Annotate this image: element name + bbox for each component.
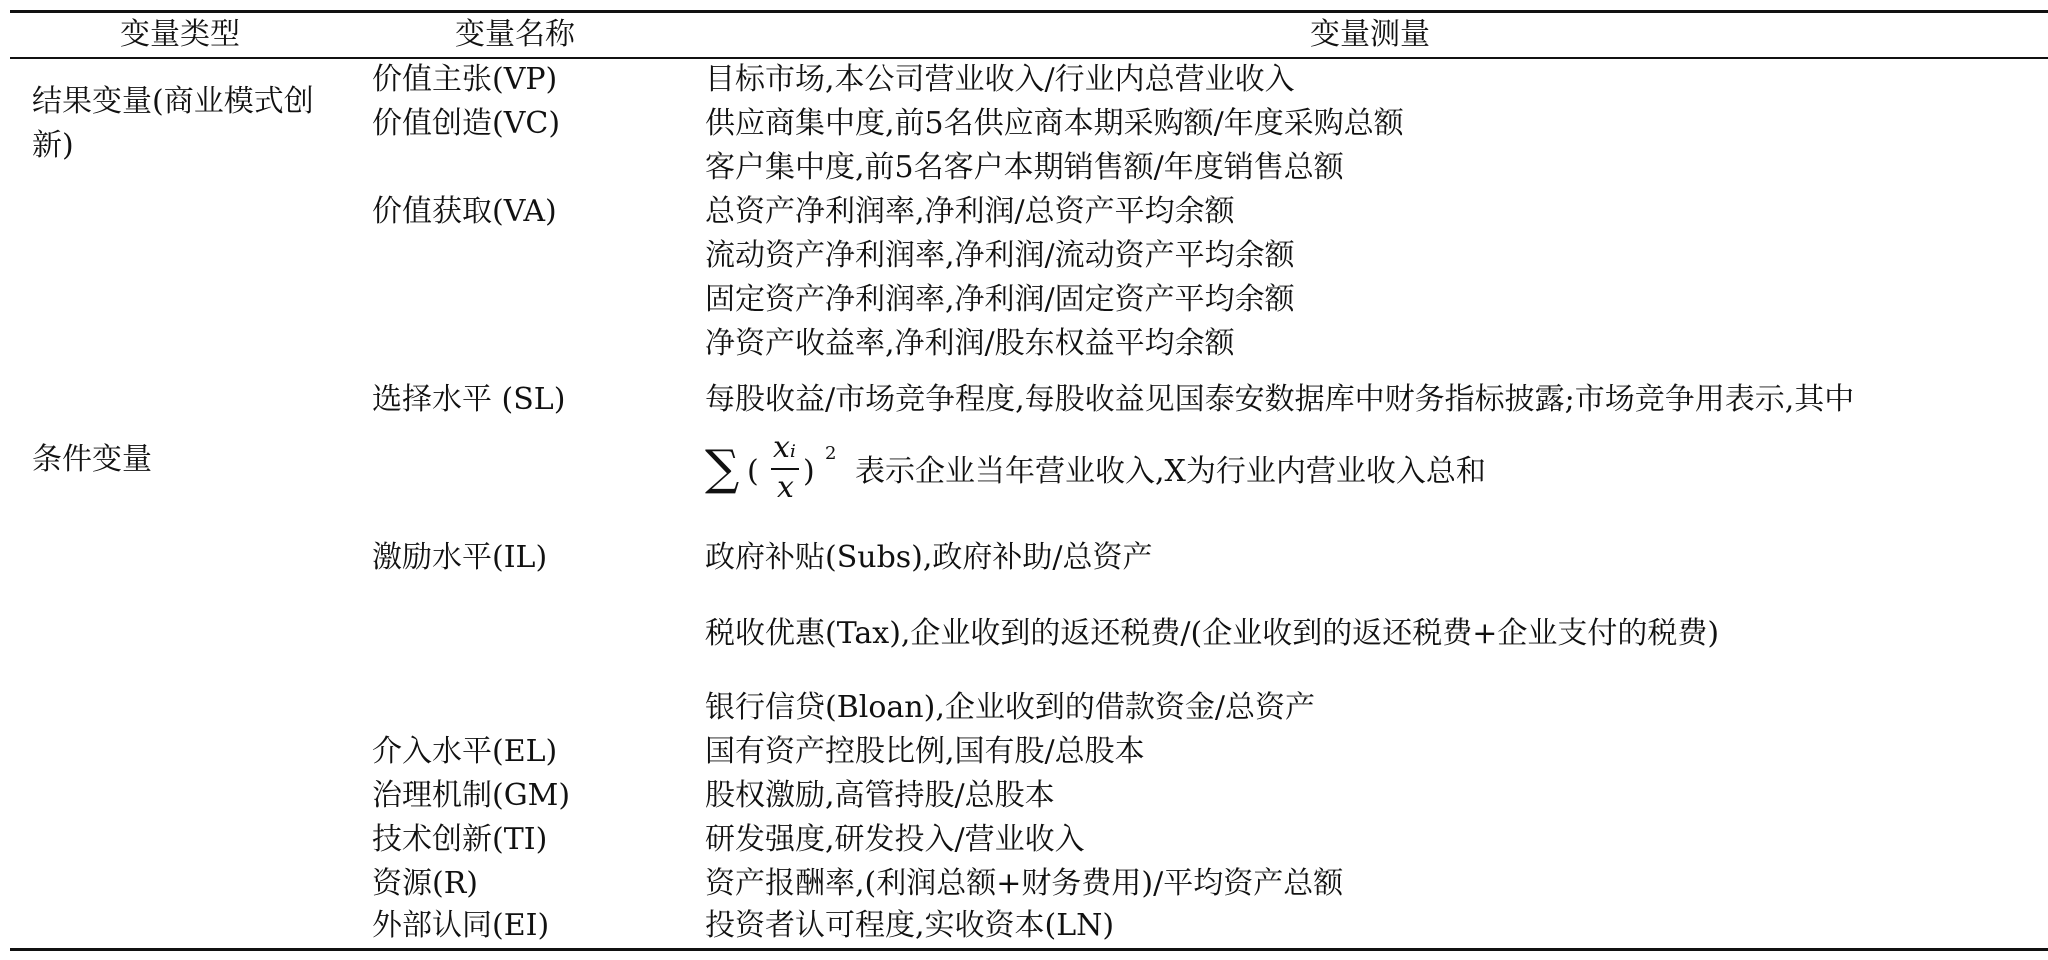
name-il: 激励水平(IL) <box>372 540 548 575</box>
measure-il-2: 税收优惠(Tax),企业收到的返还税费/(企业收到的返还税费+企业支付的税费) <box>705 616 1720 651</box>
name-ei: 外部认同(EI) <box>372 908 550 943</box>
formula-numerator: xᵢ <box>773 430 796 465</box>
measure-ei-1: 投资者认可程度,实收资本(LN) <box>705 908 1115 943</box>
measure-vc-2: 客户集中度,前5名客户本期销售额/年度销售总额 <box>705 150 1344 185</box>
measure-va-3: 固定资产净利润率,净利润/固定资产平均余额 <box>705 282 1295 317</box>
measure-vp-1: 目标市场,本公司营业收入/行业内总营业收入 <box>705 62 1295 97</box>
name-va: 价值获取(VA) <box>372 194 557 229</box>
formula-right-paren: ) <box>803 454 815 489</box>
measure-ti-1: 研发强度,研发投入/营业收入 <box>705 822 1085 857</box>
name-el: 介入水平(EL) <box>372 734 558 769</box>
measure-vc-1: 供应商集中度,前5名供应商本期采购额/年度采购总额 <box>705 106 1404 141</box>
name-vp: 价值主张(VP) <box>372 62 558 97</box>
measure-va-2: 流动资产净利润率,净利润/流动资产平均余额 <box>705 238 1295 273</box>
measure-sl-1: 每股收益/市场竞争程度,每股收益见国泰安数据库中财务指标披露;市场竞争用表示,其中 <box>705 382 1855 417</box>
table-bottom-rule <box>10 948 2048 951</box>
name-vc: 价值创造(VC) <box>372 106 561 141</box>
formula-denominator: x <box>777 470 794 505</box>
header-variable-name: 变量名称 <box>455 17 575 52</box>
measure-gm-1: 股权激励,高管持股/总股本 <box>705 778 1055 813</box>
type-condition-variable: 条件变量 <box>32 442 152 477</box>
measure-va-4: 净资产收益率,净利润/股东权益平均余额 <box>705 326 1235 361</box>
measure-sl-2: 表示企业当年营业收入,X为行业内营业收入总和 <box>855 454 1486 489</box>
header-variable-measure: 变量测量 <box>1310 17 1430 52</box>
measure-il-1: 政府补贴(Subs),政府补助/总资产 <box>705 540 1153 575</box>
name-gm: 治理机制(GM) <box>372 778 571 813</box>
measure-r-1: 资产报酬率,(利润总额+财务费用)/平均资产总额 <box>705 866 1344 901</box>
header-variable-type: 变量类型 <box>120 17 240 52</box>
name-ti: 技术创新(TI) <box>372 822 548 857</box>
measure-el-1: 国有资产控股比例,国有股/总股本 <box>705 734 1145 769</box>
table-top-rule <box>10 10 2048 13</box>
measure-il-3: 银行信贷(Bloan),企业收到的借款资金/总资产 <box>705 690 1315 725</box>
formula-left-paren: ( <box>747 454 759 489</box>
formula-exponent: 2 <box>825 443 837 464</box>
type-result-variable: 结果变量(商业模式创新) <box>32 84 314 163</box>
name-r: 资源(R) <box>372 866 478 901</box>
measure-va-1: 总资产净利润率,净利润/总资产平均余额 <box>705 194 1235 229</box>
name-sl: 选择水平 (SL) <box>372 382 566 417</box>
formula-sigma: ∑ <box>705 440 740 496</box>
